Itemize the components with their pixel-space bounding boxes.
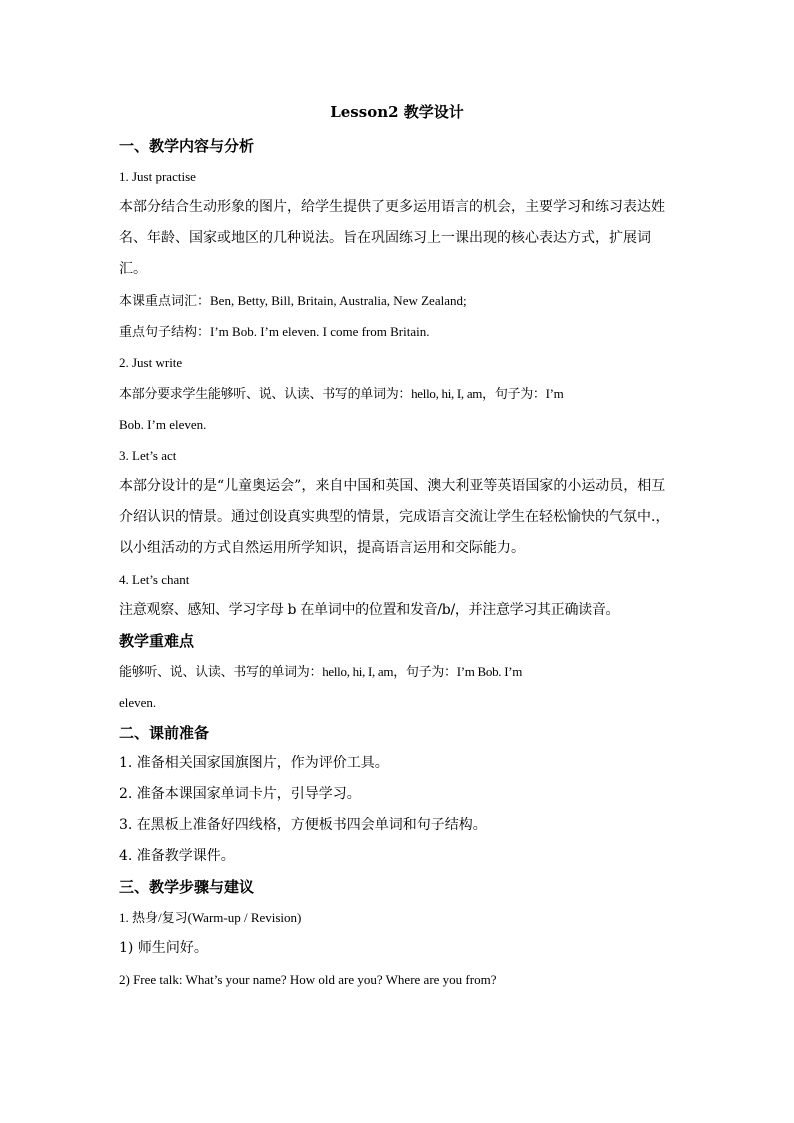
paragraph-just-write-line1: 本部分要求学生能够听、说、认读、书写的单词为：hello, hi, I, am，句子为：I’m <box>119 386 564 401</box>
section-heading-content-analysis: 一、教学内容与分析 <box>119 137 255 155</box>
step-sub-free-talk: 2) Free talk: What’s your name? How old are you? Where are you from? <box>119 972 497 987</box>
step-warm-up: 1. 热身/复习(Warm-up / Revision) <box>119 910 302 925</box>
list-item: 4. 准备教学课件。 <box>119 848 235 864</box>
section-heading-teaching-steps: 三、教学步骤与建议 <box>119 878 255 896</box>
subsection-label-lets-act: 3. Let’s act <box>119 448 177 463</box>
subsection-label-just-practise: 1. Just practise <box>119 169 196 184</box>
section-heading-preparation: 二、课前准备 <box>119 724 210 742</box>
paragraph-just-practise: 本部分结合生动形象的图片，给学生提供了更多运用语言的机会，主要学习和练习表达姓名、年龄、国家或地区的几种说法。旨在巩固练习上一课出现的核心表达方式，扩展词汇。 <box>119 199 665 277</box>
subsection-label-just-write: 2. Just write <box>119 355 183 370</box>
paragraph-key-points-line1: 能够听、说、认读、书写的单词为：hello, hi, I, am，句子为：I’m Bob. I’m <box>119 664 523 679</box>
paragraph-just-write-line2: Bob. I’m eleven. <box>119 417 207 432</box>
subsection-label-lets-chant: 4. Let’s chant <box>119 572 190 587</box>
document-title: Lesson2 教学设计 <box>330 103 464 121</box>
step-sub-greeting: 1) 师生问好。 <box>119 940 208 956</box>
paragraph-lets-act: 本部分设计的是“儿童奥运会”，来自中国和英国、澳大利亚等英语国家的小运动员，相互介绍认识的情景。通过创设真实典型的情景，完成语言交流让学生在轻松愉快的气氛中.，以小组活动的方式自然运用所学知识，提高语言运用和交际能力。 <box>119 478 670 556</box>
list-item: 3. 在黑板上准备好四线格，方便板书四会单词和句子结构。 <box>119 817 487 833</box>
document-body <box>119 98 675 995</box>
list-item: 2. 准备本课国家单词卡片，引导学习。 <box>119 786 361 802</box>
key-vocabulary-line: 本课重点词汇：Ben, Betty, Bill, Britain, Australia, New Zealand; <box>119 293 467 308</box>
paragraph-lets-chant: 注意观察、感知、学习字母 b 在单词中的位置和发音/b/，并注意学习其正确读音。 <box>119 602 620 618</box>
paragraph-key-points-line2: eleven. <box>119 695 157 710</box>
list-item: 1. 准备相关国家国旗图片，作为评价工具。 <box>119 755 389 771</box>
key-sentences-line: 重点句子结构：I’m Bob. I’m eleven. I come from Britain. <box>119 324 430 339</box>
section-heading-key-points: 教学重难点 <box>119 632 195 650</box>
